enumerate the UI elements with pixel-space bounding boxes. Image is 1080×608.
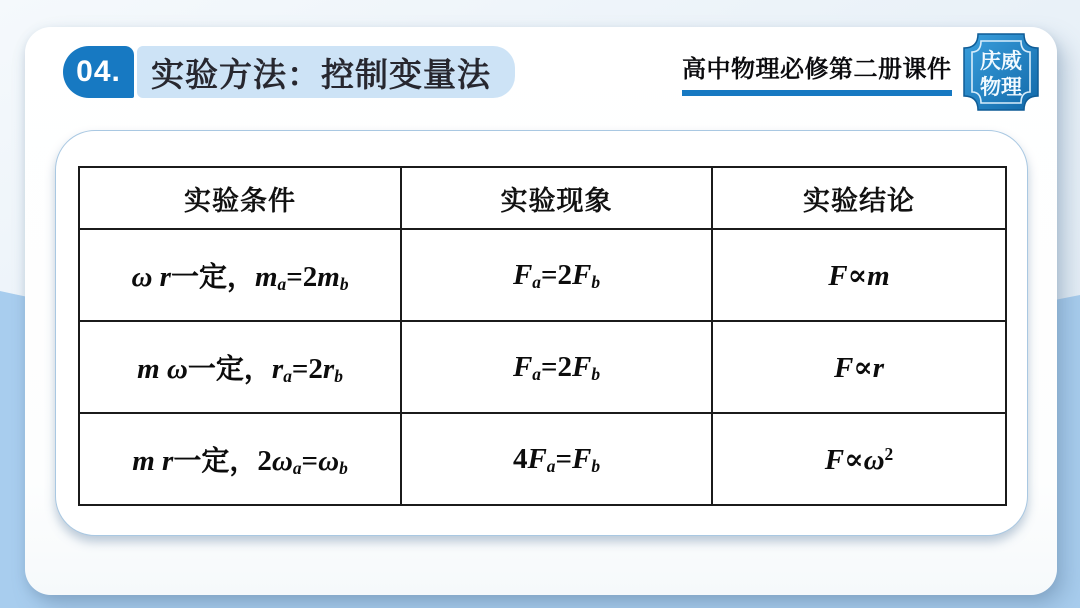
table-row <box>79 321 1006 413</box>
table-cell-conclusion <box>712 413 1006 505</box>
formula-segment: a <box>277 274 287 295</box>
courseware-title: 高中物理必修第二册课件 <box>682 56 952 83</box>
formula-segment: ω <box>271 445 293 477</box>
formula-segment: b <box>334 366 343 387</box>
table-cell-conclusion <box>712 229 1006 321</box>
formula-segment: ω <box>166 353 188 385</box>
table-cell-phenomenon <box>401 413 712 505</box>
header-conclusion: 实验结论 <box>712 167 1006 229</box>
formula-segment: m <box>867 259 890 292</box>
formula-segment: b <box>591 271 601 292</box>
table-row <box>79 413 1006 505</box>
formula-segment: F <box>572 258 592 291</box>
header-phenomenon: 实验现象 <box>401 167 712 229</box>
courseware-underline <box>682 90 952 96</box>
formula-segment: = <box>555 442 573 475</box>
formula-segment: r <box>872 351 885 384</box>
formula-segment: 2 <box>884 443 894 464</box>
formula-segment: F <box>512 350 533 383</box>
formula-segment: F <box>824 443 845 476</box>
table-cell-conclusion <box>712 321 1006 413</box>
formula-segment: a <box>532 363 541 384</box>
formula-segment: 一定， <box>173 446 258 477</box>
formula-segment: F <box>828 259 848 292</box>
seal-text-line1: 庆威 <box>980 50 1022 73</box>
formula-segment: a <box>532 271 541 292</box>
title-highlight <box>137 46 515 98</box>
header-condition: 实验条件 <box>79 167 401 229</box>
brand-seal <box>958 31 1044 113</box>
formula-segment: =2 <box>291 353 323 385</box>
formula-segment: F <box>512 258 533 291</box>
formula-segment: b <box>591 455 601 476</box>
formula-segment: b <box>339 458 348 479</box>
formula-segment: ∝ <box>847 259 868 292</box>
formula-segment: =2 <box>540 350 573 383</box>
formula-segment: r <box>271 353 284 385</box>
formula-segment: 一定， <box>187 354 272 385</box>
results-table-body <box>79 229 1006 505</box>
formula-segment: m <box>132 445 163 477</box>
formula-segment: r <box>322 353 335 385</box>
experiment-results-table <box>78 166 1007 506</box>
formula-segment: r <box>159 261 171 293</box>
formula-segment: F <box>572 442 592 475</box>
formula-segment: ω <box>863 443 885 476</box>
formula-segment: m <box>317 261 340 293</box>
formula-segment: ω <box>318 445 340 477</box>
table-cell-condition <box>79 321 401 413</box>
section-number-badge <box>63 46 134 98</box>
slide-card <box>25 27 1057 595</box>
table-cell-condition <box>79 413 401 505</box>
formula-segment: a <box>292 458 302 479</box>
courseware-header <box>682 49 952 96</box>
formula-segment: ∝ <box>844 443 864 476</box>
formula-segment: =2 <box>540 258 573 291</box>
formula-segment: 2 <box>257 445 272 477</box>
table-cell-condition <box>79 229 401 321</box>
formula-segment: 4 <box>512 442 528 475</box>
page-title: 实验方法：控制变量法 <box>151 57 491 94</box>
formula-segment: m <box>137 353 167 385</box>
formula-segment: F <box>527 442 547 475</box>
formula-segment: ∝ <box>853 351 873 384</box>
formula-segment: m <box>254 261 278 293</box>
formula-segment: 一定， <box>170 262 255 293</box>
formula-segment: F <box>833 351 854 384</box>
formula-segment: b <box>591 363 601 384</box>
table-row <box>79 229 1006 321</box>
table-header-row <box>79 167 1006 229</box>
seal-text-line2: 物理 <box>980 76 1022 99</box>
formula-segment: =2 <box>286 261 318 293</box>
formula-segment: ω <box>131 261 160 293</box>
table-cell-phenomenon <box>401 229 712 321</box>
formula-segment: a <box>283 366 292 387</box>
formula-segment: r <box>162 445 174 477</box>
formula-segment: a <box>546 455 556 476</box>
section-number: 04. <box>76 55 121 88</box>
formula-segment: = <box>301 445 319 477</box>
formula-segment: b <box>339 274 349 295</box>
formula-segment: F <box>572 350 592 383</box>
table-cell-phenomenon <box>401 321 712 413</box>
